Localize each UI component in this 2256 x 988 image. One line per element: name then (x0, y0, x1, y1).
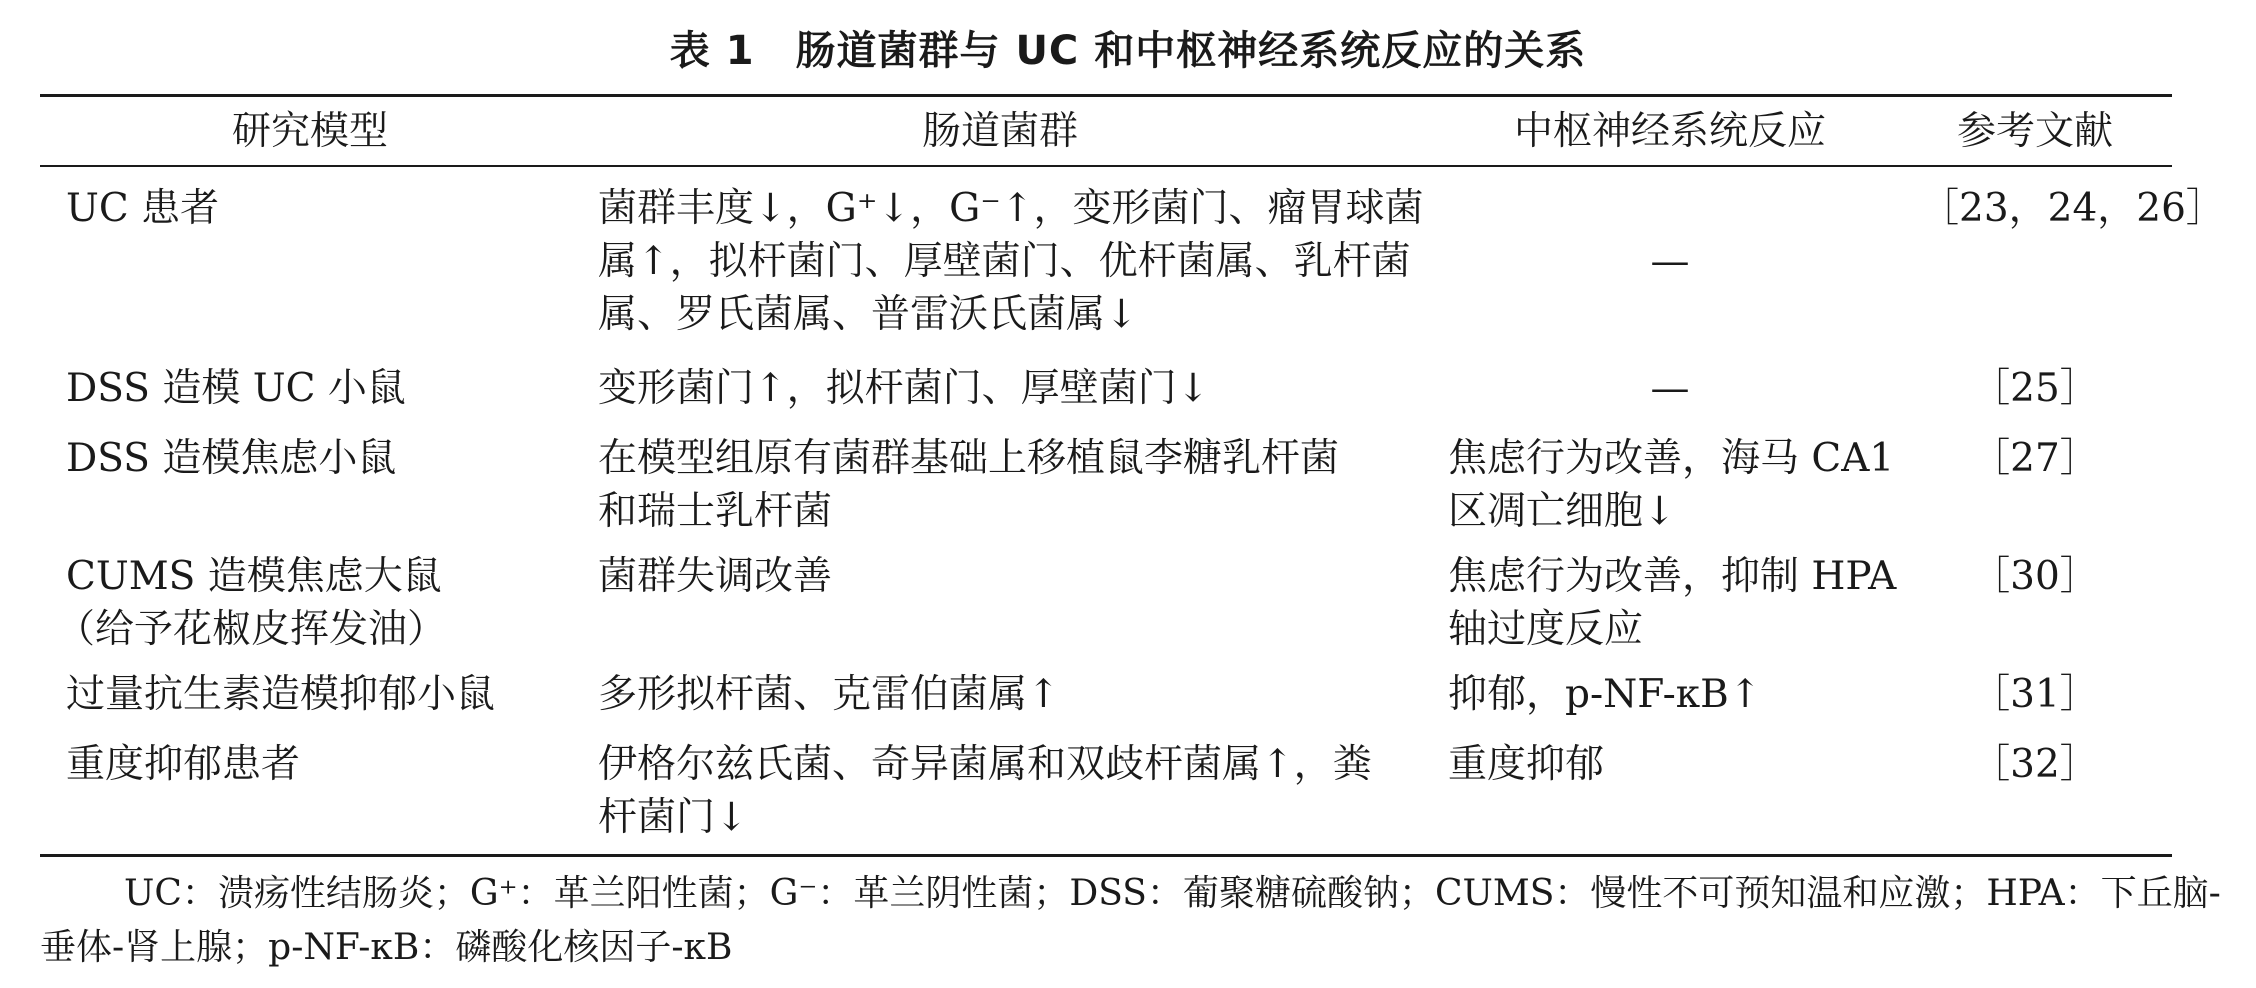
row3-model: DSS 造模焦虑小鼠 (66, 436, 397, 481)
row4-model-line1: CUMS 造模焦虑大鼠 (66, 554, 442, 599)
row1-flora-line3: 属、罗氏菌属、普雷沃氏菌属↓ (598, 292, 1138, 337)
row1-flora-line2: 属↑，拟杆菌门、厚壁菌门、优杆菌属、乳杆菌 (598, 239, 1411, 284)
row6-ref: ［32］ (1971, 742, 2099, 787)
row3-flora-line2: 和瑞士乳杆菌 (598, 489, 833, 534)
row1-cns: — (1650, 239, 1690, 284)
header-model: 研究模型 (231, 109, 388, 154)
row4-flora-line1: 菌群失调改善 (598, 554, 833, 599)
row3-ref: ［27］ (1971, 436, 2099, 481)
table-bottom-rule (40, 854, 2172, 857)
row2-cns: — (1650, 366, 1690, 411)
row6-cns: 重度抑郁 (1448, 742, 1605, 787)
row1-ref: ［23，24，26］ (1920, 186, 2225, 231)
row6-model: 重度抑郁患者 (66, 742, 301, 787)
header-cns: 中枢神经系统反应 (1513, 109, 1826, 154)
table-top-rule (40, 94, 2172, 97)
table-caption: 表 1 肠道菌群与 UC 和中枢神经系统反应的关系 (669, 28, 1587, 74)
row5-cns: 抑郁，p-NF-κB↑ (1448, 672, 1762, 717)
row5-ref: ［31］ (1971, 672, 2099, 717)
footnote-line2: 垂体-肾上腺；p-NF-κB：磷酸化核因子-κB (40, 927, 733, 968)
row2-flora-line1: 变形菌门↑，拟杆菌门、厚壁菌门↓ (598, 366, 1210, 411)
row3-cns-line1: 焦虑行为改善，海马 CA1 (1448, 436, 1895, 481)
row3-cns-line2: 区凋亡细胞↓ (1448, 489, 1676, 534)
row5-model: 过量抗生素造模抑郁小鼠 (66, 672, 496, 717)
row3-flora-line1: 在模型组原有菌群基础上移植鼠李糖乳杆菌 (598, 436, 1340, 481)
row6-flora-line2: 杆菌门↓ (598, 795, 748, 840)
table-header-rule (40, 165, 2172, 167)
row1-model: UC 患者 (66, 186, 220, 231)
row1-flora-line1: 菌群丰度↓，G⁺↓，G⁻↑，变形菌门、瘤胃球菌 (598, 186, 1424, 231)
row2-model: DSS 造模 UC 小鼠 (66, 366, 406, 411)
row6-flora-line1: 伊格尔兹氏菌、奇异菌属和双歧杆菌属↑，粪 (598, 742, 1372, 787)
header-flora: 肠道菌群 (921, 109, 1078, 154)
header-ref: 参考文献 (1956, 109, 2113, 154)
row2-ref: ［25］ (1971, 366, 2099, 411)
footnote-line1: UC：溃疡性结肠炎；G⁺：革兰阳性菌；G⁻：革兰阴性菌；DSS：葡聚糖硫酸钠；CUMS：慢性不可预知温和应激；HPA：下丘脑- (124, 873, 2221, 914)
row4-cns-line1: 焦虑行为改善，抑制 HPA (1448, 554, 1897, 599)
row4-model-line2: （给予花椒皮挥发油） (56, 607, 447, 652)
row4-ref: ［30］ (1971, 554, 2099, 599)
row4-cns-line2: 轴过度反应 (1448, 607, 1644, 652)
row5-flora-line1: 多形拟杆菌、克雷伯菌属↑ (598, 672, 1060, 717)
